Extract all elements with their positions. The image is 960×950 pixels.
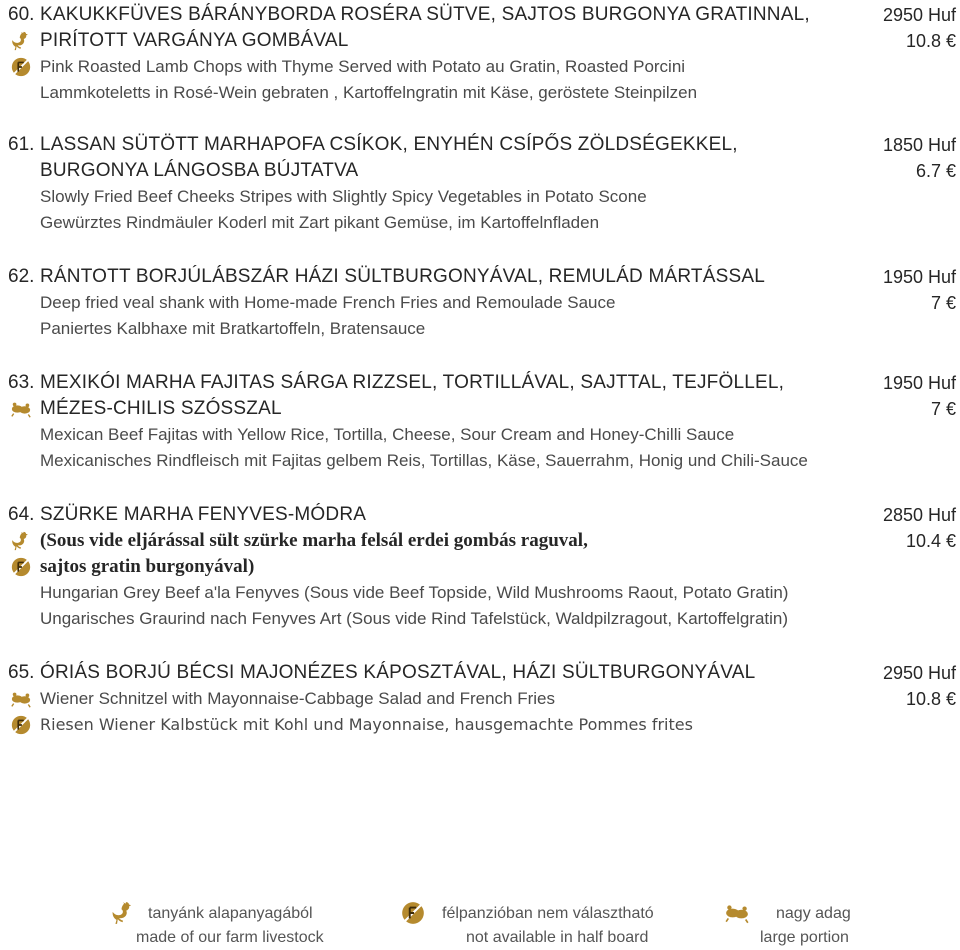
item-title: RÁNTOTT BORJÚLÁBSZÁR HÁZI SÜLTBURGONYÁVAL, REMULÁD MÁRTÁSSAL bbox=[40, 266, 766, 287]
price-eur: 10.8 € bbox=[905, 31, 956, 51]
rooster-icon bbox=[10, 30, 32, 52]
item-desc-en: Hungarian Grey Beef a'la Fenyves (Sous vide Beef Topside, Wild Mushrooms Raout, Potato Gratin) bbox=[40, 583, 789, 602]
item-title: PIRÍTOTT VARGÁNYA GOMBÁVAL bbox=[40, 30, 349, 51]
item-desc-en: Slowly Fried Beef Cheeks Stripes with Slightly Spicy Vegetables in Potato Scone bbox=[40, 187, 647, 206]
no-half-icon bbox=[10, 556, 32, 578]
legend-text-en: not available in half board bbox=[466, 929, 649, 946]
menu-item-61 bbox=[0, 132, 960, 236]
menu-item-64 bbox=[0, 502, 960, 632]
price-huf: 1950 Huf bbox=[882, 373, 956, 393]
item-desc-de: Ungarisches Graurind nach Fenyves Art (Sous vide Rind Tafelstück, Waldpilzragout, Kartoffelgratin) bbox=[40, 609, 789, 628]
menu-item-63 bbox=[0, 370, 960, 474]
large-portion-icon bbox=[724, 900, 750, 926]
item-number: 60. bbox=[8, 4, 35, 25]
item-subtitle: (Sous vide eljárással sült szürke marha felsál erdei gombás raguval, bbox=[40, 530, 588, 551]
item-desc-en: Deep fried veal shank with Home-made French Fries and Remoulade Sauce bbox=[40, 293, 616, 312]
menu-item-62 bbox=[0, 264, 960, 342]
price-huf: 1850 Huf bbox=[882, 135, 956, 155]
large-portion-icon bbox=[10, 688, 32, 710]
item-number: 64. bbox=[8, 504, 35, 525]
price-eur: 7 € bbox=[930, 399, 956, 419]
menu-item-65 bbox=[0, 660, 960, 738]
item-number: 65. bbox=[8, 662, 35, 683]
item-title: ÓRIÁS BORJÚ BÉCSI MAJONÉZES KÁPOSZTÁVAL, HÁZI SÜLTBURGONYÁVAL bbox=[40, 662, 756, 683]
item-desc-de: Gewürztes Rindmäuler Koderl mit Zart pikant Gemüse, im Kartoffelnfladen bbox=[40, 213, 600, 232]
price-huf: 2950 Huf bbox=[882, 663, 956, 683]
item-number: 61. bbox=[8, 134, 35, 155]
no-half-icon bbox=[10, 714, 32, 736]
item-desc-de: Riesen Wiener Kalbstück mit Kohl und Mayonnaise, hausgemachte Pommes frites bbox=[40, 715, 693, 734]
item-desc-de: Mexicanisches Rindfleisch mit Fajitas gelbem Reis, Tortillas, Käse, Sauerrahm, Honig und Chili-Sauce bbox=[40, 451, 808, 470]
item-number: 63. bbox=[8, 372, 35, 393]
legend-text-en: made of our farm livestock bbox=[136, 929, 324, 946]
item-desc-de: Paniertes Kalbhaxe mit Bratkartoffeln, Bratensauce bbox=[40, 319, 426, 338]
price-eur: 10.4 € bbox=[905, 531, 956, 551]
legend-text-hu: félpanzióban nem választható bbox=[442, 905, 654, 922]
item-desc-en: Pink Roasted Lamb Chops with Thyme Served with Potato au Gratin, Roasted Porcini bbox=[40, 57, 686, 76]
menu-item-60 bbox=[0, 2, 960, 106]
no-half-icon bbox=[10, 56, 32, 78]
price-eur: 6.7 € bbox=[915, 161, 956, 181]
legend-text-hu: nagy adag bbox=[776, 905, 851, 922]
item-desc-de: Lammkoteletts in Rosé-Wein gebraten , Kartoffelngratin mit Käse, geröstete Steinpilzen bbox=[40, 83, 698, 102]
legend bbox=[0, 898, 960, 948]
legend-text-hu: tanyánk alapanyagából bbox=[148, 905, 313, 922]
rooster-icon bbox=[10, 530, 32, 552]
item-title: MEXIKÓI MARHA FAJITAS SÁRGA RIZZSEL, TORTILLÁVAL, SAJTTAL, TEJFÖLLEL, bbox=[40, 372, 785, 393]
item-number: 62. bbox=[8, 266, 35, 287]
item-title: LASSAN SÜTÖTT MARHAPOFA CSÍKOK, ENYHÉN CSÍPŐS ZÖLDSÉGEKKEL, bbox=[40, 134, 738, 155]
price-eur: 7 € bbox=[930, 293, 956, 313]
item-desc-en: Mexican Beef Fajitas with Yellow Rice, Tortilla, Cheese, Sour Cream and Honey-Chilli Sauce bbox=[40, 425, 735, 444]
price-huf: 2850 Huf bbox=[882, 505, 956, 525]
legend-text-en: large portion bbox=[760, 929, 849, 946]
no-half-icon bbox=[400, 900, 426, 926]
item-title: BURGONYA LÁNGOSBA BÚJTATVA bbox=[40, 160, 359, 181]
item-desc-en: Wiener Schnitzel with Mayonnaise-Cabbage Salad and French Fries bbox=[40, 689, 555, 708]
item-subtitle: sajtos gratin burgonyával) bbox=[40, 556, 255, 577]
rooster-icon bbox=[110, 900, 136, 926]
item-title: MÉZES-CHILIS SZÓSSZAL bbox=[40, 398, 282, 419]
price-huf: 1950 Huf bbox=[882, 267, 956, 287]
price-eur: 10.8 € bbox=[905, 689, 956, 709]
item-title: SZÜRKE MARHA FENYVES-MÓDRA bbox=[40, 504, 367, 525]
item-title: KAKUKKFÜVES BÁRÁNYBORDA ROSÉRA SÜTVE, SAJTOS BURGONYA GRATINNAL, bbox=[40, 4, 810, 25]
price-huf: 2950 Huf bbox=[882, 5, 956, 25]
large-portion-icon bbox=[10, 398, 32, 420]
